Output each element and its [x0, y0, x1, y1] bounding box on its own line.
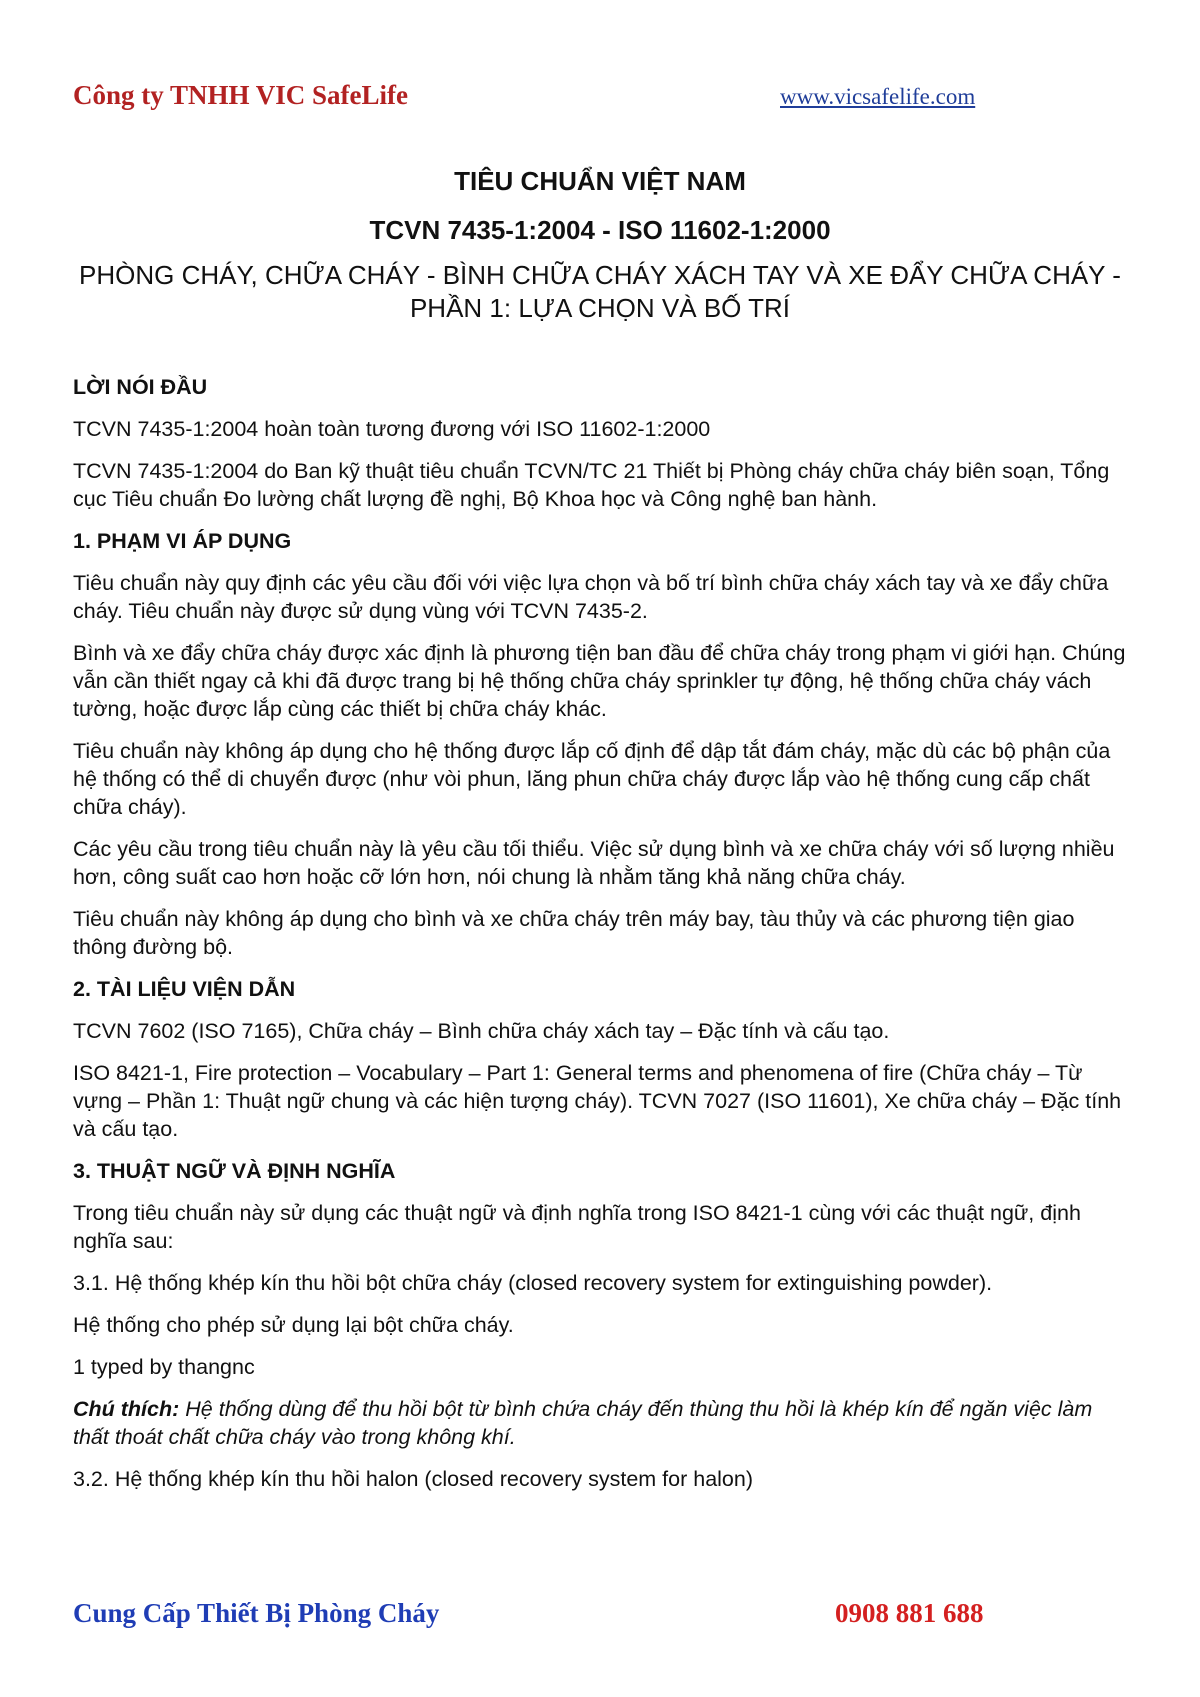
- page-header: [73, 80, 1200, 120]
- foreword-paragraph-2: TCVN 7435-1:2004 do Ban kỹ thuật tiêu chuẩn TCVN/TC 21 Thiết bị Phòng cháy chữa cháy biên soạn, Tổng cục Tiêu chuẩn Đo lường chất lượng đề nghị, Bộ Khoa học và Công nghệ ban hành.: [73, 459, 1110, 511]
- title-line-1: TIÊU CHUẨN VIỆT NAM: [454, 166, 746, 196]
- section-3-paragraph-2: 3.1. Hệ thống khép kín thu hồi bột chữa cháy (closed recovery system for extinguishing powder).: [73, 1271, 993, 1295]
- section-1-heading: 1. PHẠM VI ÁP DỤNG: [73, 529, 292, 553]
- section-1-paragraph-4: Các yêu cầu trong tiêu chuẩn này là yêu cầu tối thiểu. Việc sử dụng bình và xe chữa cháy với số lượng nhiều hơn, công suất cao hơn hoặc cỡ lớn hơn, nói chung là nhằm tăng khả năng chữa cháy.: [73, 837, 1115, 889]
- section-2-heading: 2. TÀI LIỆU VIỆN DẪN: [73, 977, 296, 1001]
- section-3-heading: 3. THUẬT NGỮ VÀ ĐỊNH NGHĨA: [73, 1159, 396, 1183]
- section-3-paragraph-5: 3.2. Hệ thống khép kín thu hồi halon (closed recovery system for halon): [73, 1467, 754, 1491]
- document-body: [73, 373, 1133, 1507]
- section-1-paragraph-5: Tiêu chuẩn này không áp dụng cho bình và xe chữa cháy trên máy bay, tàu thủy và các phương tiện giao thông đường bộ.: [73, 907, 1075, 959]
- footer-tagline: Cung Cấp Thiết Bị Phòng Cháy: [73, 1598, 440, 1628]
- document-title: [0, 163, 1200, 325]
- section-3-note: [73, 1395, 1133, 1451]
- title-line-2: TCVN 7435-1:2004 - ISO 11602-1:2000: [369, 215, 831, 245]
- section-1-paragraph-2: Bình và xe đẩy chữa cháy được xác định là phương tiện ban đầu để chữa cháy trong phạm vi giới hạn. Chúng vẫn cần thiết ngay cả khi đã được trang bị hệ thống chữa cháy sprinkler tự động, hệ thống chữa cháy vách tường, hoặc được lắp cùng các thiết bị chữa cháy khác.: [73, 641, 1126, 721]
- section-3-paragraph-3: Hệ thống cho phép sử dụng lại bột chữa cháy.: [73, 1313, 514, 1337]
- section-2-paragraph-2: ISO 8421-1, Fire protection – Vocabulary – Part 1: General terms and phenomena of fire (Chữa cháy – Từ vựng – Phần 1: Thuật ngữ chung và các hiện tượng cháy). TCVN 7027 (ISO 11601), Xe chữa cháy – Đặc tính và cấu tạo.: [73, 1061, 1122, 1141]
- section-1-paragraph-1: Tiêu chuẩn này quy định các yêu cầu đối với việc lựa chọn và bố trí bình chữa cháy xách tay và xe đẩy chữa cháy. Tiêu chuẩn này được sử dụng vùng với TCVN 7435-2.: [73, 571, 1109, 623]
- title-line-3: PHÒNG CHÁY, CHỮA CHÁY - BÌNH CHỮA CHÁY XÁCH TAY VÀ XE ĐẨY CHỮA CHÁY - PHẦN 1: LỰA CHỌN VÀ BỐ TRÍ: [79, 260, 1121, 323]
- section-2-paragraph-1: TCVN 7602 (ISO 7165), Chữa cháy – Bình chữa cháy xách tay – Đặc tính và cấu tạo.: [73, 1019, 890, 1043]
- footer-phone: 0908 881 688: [835, 1598, 984, 1628]
- website-link[interactable]: www.vicsafelife.com: [780, 84, 976, 109]
- section-3-paragraph-4: 1 typed by thangnc: [73, 1355, 255, 1379]
- section-1-paragraph-3: Tiêu chuẩn này không áp dụng cho hệ thống được lắp cố định để dập tắt đám cháy, mặc dù các bộ phận của hệ thống có thể di chuyển được (như vòi phun, lăng phun chữa cháy được lắp vào hệ thống cung cấp chất chữa cháy).: [73, 739, 1111, 819]
- foreword-paragraph-1: TCVN 7435-1:2004 hoàn toàn tương đương với ISO 11602-1:2000: [73, 417, 711, 441]
- page-footer: [73, 1598, 1200, 1638]
- note-label: Chú thích:: [73, 1397, 180, 1421]
- section-3-paragraph-1: Trong tiêu chuẩn này sử dụng các thuật ngữ và định nghĩa trong ISO 8421-1 cùng với các thuật ngữ, định nghĩa sau:: [73, 1201, 1081, 1253]
- company-name: Công ty TNHH VIC SafeLife: [73, 80, 409, 110]
- foreword-heading: LỜI NÓI ĐẦU: [73, 375, 208, 399]
- note-text: Hệ thống dùng để thu hồi bột từ bình chứa cháy đến thùng thu hồi là khép kín để ngăn việc làm thất thoát chất chữa cháy vào trong không khí.: [73, 1397, 1093, 1449]
